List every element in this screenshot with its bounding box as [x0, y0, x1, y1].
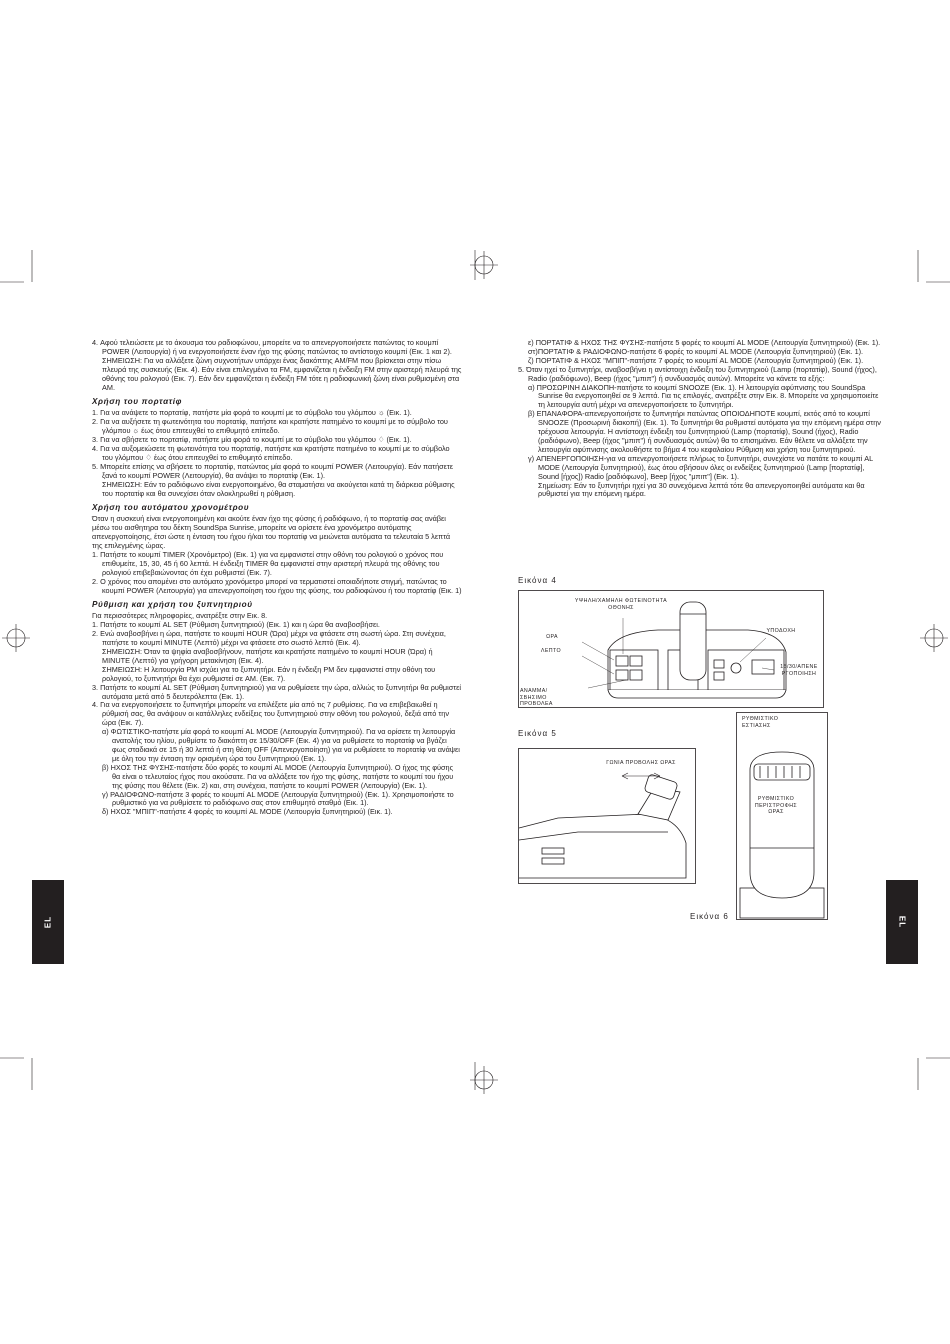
timer-step-1: 1. Πατήστε το κουμπί TIMER (Χρονόμετρο) (Εικ. 1) για να εμφανιστεί στην οθόνη του ρολογιού ο χρόνος που επιθυμείτε, 15, 30, 45 ή 60 λεπτά. Η ένδειξη TIMER θα εμφανιστεί στην αριστερή πλευρά της οθόνης του ρολογιού επιβεβαιώνοντας ότι έχει ρυθμιστεί (Εικ. 7). — [92, 549, 444, 577]
heading-lamp: Χρήση του πορτατίφ — [92, 397, 182, 407]
fig4-label-hour: ΩΡΑ — [546, 634, 558, 640]
fig4-label-minute: ΛΕΠΤΟ — [540, 648, 562, 654]
fig6-label-rotation: ΡΥΘΜΙΣΤΙΚΟ ΠΕΡΙΣΤΡΟΦΗΣ ΩΡΑΣ — [754, 796, 798, 816]
alarm-option-a: α) ΦΩΤΙΣΤΙΚΟ-πατήστε μία φορά το κουμπί AL MODE (Λειτουργία ξυπνητηριού). Για να ορίσετε τη λειτουργία ανατολής του ηλίου, ρυθμίστε το διακόπτη σε 15/30/OFF (Εικ. 4) για να ρυθμίσετε το πορτατίφ να βγάζει φως σταδιακά σε 15 ή 30 λεπτά ή στη θέση OFF (Απενεργοποίηση) για να ρυθμίσετε το πορτατίφ να ανάψει με όλη του την ένταση την ορισμένη ώρα του ξυπνητηριού (Εικ. 1). — [102, 727, 460, 763]
figure-6-illustration — [736, 712, 828, 920]
fig4-label-jack: ΥΠΟΔΟΧΗ — [766, 628, 796, 634]
registration-mark-top — [470, 251, 498, 279]
note-am-fm: ΣΗΜΕΙΩΣΗ: Για να αλλάξετε ζώνη συχνοτήτων υπάρχει ένας διακόπτης AM/FM που βρίσκεται στην πίσω πλευρά της συσκευής (Εικ. 4). Εάν είναι επιλεγμένα τα FM, εμφανίζεται η ένδειξη FM στην αριστερή πλευρά της οθόνης του ρολογιού (Εικ. 7). Εάν δεν εμφανίζεται η ένδειξη FM τότε η ραδιοφωνική ζώνη είναι ρυθμισμένη στα AM. — [102, 355, 462, 392]
figure-5-caption: Εικόνα 5 — [518, 729, 557, 738]
lamp-note: ΣΗΜΕΙΩΣΗ: Εάν το ραδιόφωνο είναι ενεργοποιημένο, θα σταματήσει να ακούγεται κατά τη διάρκεια ρύθμισης του πορτατίφ και θα συνεχίσει όταν ολοκληρωθεί η ρύθμιση. — [102, 479, 455, 498]
language-tab-right-label: EL — [897, 915, 907, 929]
fig6-label-focus: ΡΥΘΜΙΣΤΙΚΟ ΕΣΤΙΑΣΗΣ — [742, 716, 779, 729]
reset-item: β) ΕΠΑΝΑΦΟΡΑ-απενεργοποιήστε το ξυπνητήρι πατώντας ΟΠΟΙΟΔΗΠΟΤΕ κουμπί, εκτός από το κουμπί SNOOZE (Προσωρινή διακοπή) (Εικ. 1). Το ξυπνητήρι θα ρυθμιστεί αυτόματα για την επόμενη ημέρα στην τρέχουσα λειτουργία. Η αντίστοιχη ένδειξη του ξυπνητηριού (Lamp (πορτατίφ), Sound (ήχος), Radio (ραδιόφωνο), Beep (ήχος "μπιπ") ή συνδυασμός αυτών) θα το επισημάνει. Εάν θέλετε να αλλάξετε την λειτουργία αφύπνισης ακολουθήστε το βήμα 4 του κεφαλαίου Ρύθμιση και χρήση του ξυπνητηριού. — [528, 409, 881, 454]
snooze-item: α) ΠΡΟΣΩΡΙΝΗ ΔΙΑΚΟΠΗ-πατήστε το κουμπί SNOOZE (Εικ. 1). Η λειτουργία αφύπνισης του SoundSpa Sunrise θα ενεργοποιηθεί σε 9 λεπτά. Για τις επιλογές, ανατρέξτε στην Εικ. 8. Μπορείτε να χρησιμοποιείτε τη λειτουργία αυτή μέχρι να απενεργοποιήσετε το ξυπνητήρι. — [528, 382, 879, 410]
paragraph-5: 5. Όταν ηχεί το ξυπνητήρι, αναβοσβήνει η αντίστοιχη ένδειξη του ξυπνητηριού (Lamp (πορτατίφ), Sound (ήχος), Radio (ραδιόφωνο), Beep (ήχος "μπιπ") ή συνδυασμός αυτών). Μπορείτε να κάνετε τα εξής: — [518, 364, 877, 383]
registration-mark-left — [2, 624, 30, 652]
fig4-label-brightness: ΥΨΗΛΗ/ΧΑΜΗΛΗ ΦΩΤΕΙΝΟΤΗΤΑ ΟΘΟΝΗΣ — [574, 598, 668, 611]
alarm-note-2: ΣΗΜΕΙΩΣΗ: Η λειτουργία PM ισχύει για το ξυπνητήρι. Εάν η ένδειξη PM δεν εμφανιστεί στην οθόνη του ρολογιού, το ξυπνητήρι θα έχει ρυθμιστεί σε AM. (Εικ. 7). — [102, 664, 436, 683]
paragraph-4: 4. Αφού τελειώσετε με το άκουσμα του ραδιοφώνου, μπορείτε να το απενεργοποιήσετε πατώντας το κουμπί POWER (Λειτουργία) ή να ενεργοποιήσετε έναν ήχο της φύσης πατώντας το αντίστοιχο κουμπί (Εικ. 1 και 2). — [92, 338, 452, 356]
alarm-step-3: 3. Πατήστε το κουμπί AL SET (Ρύθμιση ξυπνητηριού) για να ρυθμίσετε την ώρα, αλλιώς το ξυπνητήρι θα ρυθμιστεί αυτόματα μετά από 5 δευτερόλεπτα (Εικ. 1). — [92, 682, 461, 701]
registration-mark-right — [920, 624, 948, 652]
lamp-step-5: 5. Μπορείτε επίσης να σβήσετε το πορτατίφ, πατώντας μία φορά το κουμπί POWER (Λειτουργία). Εάν πατήσετε ξανά το κουμπί POWER (Λειτουργία), θα ανάψει το πορτατίφ (Εικ. 1). — [92, 461, 454, 480]
alarm-step-2: 2. Ενώ αναβοσβήνει η ώρα, πατήστε το κουμπί HOUR (Ώρα) μέχρι να φτάσετε στη σωστή ώρα. Στη συνέχεια, πατήστε το κουμπί MINUTE (Λεπτό) μέχρι να φτάσετε στο σωστό λεπτό (Εικ. 4). — [92, 629, 446, 648]
alarm-step-4: 4. Για να ενεργοποιήσετε το ξυπνητήρι μπορείτε να επιλέξετε μία από τις 7 ρυθμίσεις. Για να επιβεβαιωθεί η ρύθμισή σας, θα ανάψουν οι κατάλληλες ενδείξεις του ξυπνητηριού στην οθόνη του ρολογιού, δεξιά από την ώρα (Εικ. 7). — [92, 700, 449, 728]
alarm-note-1: ΣΗΜΕΙΩΣΗ: Όταν τα ψηφία αναβοσβήνουν, πατήστε και κρατήστε πατημένο το κουμπί HOUR (Ώρα) ή MINUTE (Λεπτό) για γρήγορη μετακίνηση (Εικ. 4). — [102, 647, 433, 665]
alarm-option-b: β) ΗΧΟΣ ΤΗΣ ΦΥΣΗΣ-πατήστε δύο φορές το κουμπί AL MODE (Λειτουργία ξυπνητηριού). Ο ήχος της φύσης θα είναι ο τελευταίος ήχος που ακούσατε. Για να αλλάξετε τον ήχο της φύσης, πατήστε το κουμπί του ήχου της φύσης που θέλετε (Εικ. 2) και, στη συνέχεια, πατήστε το κουμπί POWER (Λειτουργία) (Εικ. 1). — [102, 762, 454, 790]
fig4-label-projection: ΑΝΑΜΜΑ/ΣΒΗΣΙΜΟ ΠΡΟΒΟΛΕΑ — [520, 688, 553, 708]
alarm-option-e: ε) ΠΟΡΤΑΤΙΦ & ΗΧΟΣ ΤΗΣ ΦΥΣΗΣ-πατήστε 5 φορές το κουμπί AL MODE (Λειτουργία ξυπνητηριού) (Εικ. 1). — [528, 338, 881, 347]
language-tab-left-label: EL — [43, 915, 53, 929]
off-item: γ) ΑΠΕΝΕΡΓΟΠΟΙΗΣΗ-για να απενεργοποιήσετε πλήρως το ξυπνητήρι, συνεχίστε να πατάτε το κουμπί AL MODE (Λειτουργία ξυπνητηριού), έως ότου σβήσουν όλες οι ενδείξεις ξυπνητηριού (Lamp [πορτατίφ], Sound [ήχος]) Radio [ραδιόφωνο], Beep [ήχος "μπιπ"] (Εικ. 1). — [528, 453, 873, 481]
alarm-option-st: στ)ΠΟΡΤΑΤΙΦ & ΡΑΔΙΟΦΩΝΟ-πατήστε 6 φορές το κουμπί AL MODE (Λειτουργία ξυπνητηριού) (Εικ. 1). — [528, 346, 864, 356]
figure-4-caption: Εικόνα 4 — [518, 576, 557, 585]
heading-alarm: Ρύθμιση και χρήση του ξυπνητηριού — [92, 600, 253, 610]
figure-6-caption: Εικόνα 6 — [690, 912, 729, 921]
registration-mark-bottom — [470, 1066, 498, 1094]
alarm-option-z: ζ) ΠΟΡΤΑΤΙΦ & ΗΧΟΣ "ΜΠΙΠ"-πατήστε 7 φορές το κουμπί AL MODE (Λειτουργία ξυπνητηριού) (Εικ. 1). — [528, 355, 864, 365]
right-column — [518, 339, 886, 499]
figure-5-illustration — [518, 748, 696, 884]
lamp-step-3: 3. Για να σβήσετε το πορτατίφ, πατήστε μία φορά το κουμπί με το σύμβολο του γλόμπου ♢ (Εικ. 1). — [92, 435, 412, 445]
off-note: Σημείωση: Εάν το ξυπνητήρι ηχεί για 30 συνεχόμενα λεπτά τότε θα απενεργοποιηθεί αυτόματα και θα ρυθμιστεί για την επόμενη ημέρα. — [538, 480, 865, 499]
alarm-intro: Για περισσότερες πληροφορίες, ανατρέξτε στην Εικ. 8. — [92, 611, 268, 621]
timer-step-2: 2. Ο χρόνος που απομένει στο αυτόματο χρονόμετρο μπορεί να τερματιστεί οποιαδήποτε στιγμή, πατώντας το κουμπί POWER (Λειτουργία) για απενεργοποίηση του ήχου της φύσης, του ραδιοφώνου ή του πορτατίφ (Εικ. 1) — [92, 576, 462, 595]
left-column — [92, 339, 462, 817]
timer-intro: Όταν η συσκευή είναι ενεργοποιημένη και ακούτε έναν ήχο της φύσης ή ραδιόφωνο, ή το πορτατίφ σας ανάβει μέσω του αισθητηρα του δέκτη SoundSpa Sunrise, μπορείτε να ορίσετε ένα χρονόμετρο αυτόματης απενεργοποίησης, έτσι ώστε η ένταση του ήχου ή/και του πορτατίφ να μειώνεται αυτόματα τα τελευταία 5 λεπτά της επιλεγμένης ώρας. — [92, 514, 451, 551]
fig4-label-switch: 15/30/ΑΠΕΝΕ ΡΓΟΠΟΙΗΣΗ — [780, 664, 818, 677]
lamp-step-2: 2. Για να αυξήσετε τη φωτεινότητα του πορτατίφ, πατήστε και κρατήστε πατημένο το κουμπί με το σύμβολο του γλόμπου ☼ έως ότου επιτευχθεί το επιθυμητό επίπεδο. — [92, 417, 448, 436]
language-tab-left — [32, 880, 64, 964]
heading-timer: Χρήση του αυτόματου χρονομέτρου — [92, 503, 250, 513]
alarm-option-d: δ) ΗΧΟΣ "ΜΠΙΠ"-πατήστε 4 φορές το κουμπί AL MODE (Λειτουργία ξυπνητηριού) (Εικ. 1). — [102, 807, 393, 817]
lamp-step-1: 1. Για να ανάψετε το πορτατίφ, πατήστε μία φορά το κουμπί με το σύμβολο του γλόμπου ☼ (Εικ. 1). — [92, 408, 412, 418]
alarm-step-1: 1. Πατήστε το κουμπί AL SET (Ρύθμιση ξυπνητηριού) (Εικ. 1) και η ώρα θα αναβοσβήσει. — [92, 620, 380, 630]
alarm-option-c: γ) ΡΑΔΙΟΦΩΝΟ-πατήστε 3 φορές το κουμπί AL MODE (Λειτουργία ξυπνητηριού) (Εικ. 1). Χρησιμοποιήστε το ρυθμιστικό για να ρυθμίσετε το ραδιόφωνο σας στον επιθυμητό σταθμό (Εικ. 1). — [102, 789, 454, 808]
lamp-step-4: 4. Για να αυξομειώσετε τη φωτεινότητα του πορτατίφ, πατήστε και κρατήστε πατημένο το κουμπί με το σύμβολο του γλόμπου ♢ έως ότου επιτευχθεί το επιθυμητό επίπεδο. — [92, 443, 450, 462]
fig5-label-angle: ΓΩΝΙΑ ΠΡΟΒΟΛΗΣ ΩΡΑΣ — [606, 760, 676, 766]
language-tab-right — [886, 880, 918, 964]
